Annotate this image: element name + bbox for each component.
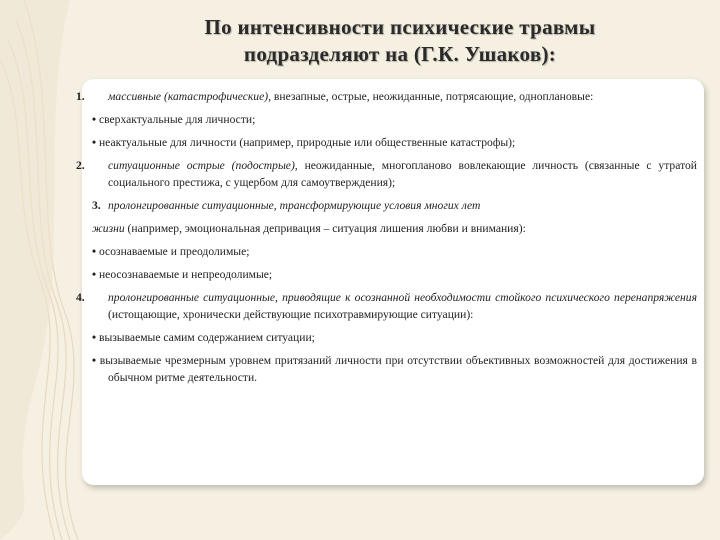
bullet-mark: • [92, 136, 97, 149]
item-emphasis: пролонгированные ситуационные, трансформирующие условия многих лет [108, 199, 481, 212]
bullet-text: вызываемые чрезмерным уровнем притязаний личности при отсутствии объективных возможностей для достижения в обычном ритме деятельности. [99, 354, 697, 384]
bullet-item [92, 134, 697, 151]
item-text: внезапные, острые, неожиданные, потрясающие, одноплановые: [271, 90, 594, 103]
bullet-mark: • [92, 113, 97, 126]
item-number: 1. [76, 90, 85, 103]
bullet-item [92, 243, 697, 260]
bullet-item [92, 266, 697, 283]
bullet-item [92, 111, 697, 128]
bullet-item [92, 329, 697, 346]
bullet-text: сверхактуальные для личности; [98, 113, 256, 126]
item-2 [76, 157, 697, 191]
item-number: 3. [92, 199, 101, 212]
item-number: 2. [76, 159, 85, 172]
item-text: неожиданные, многопланово вовлекающие личность (связанные с утратой социального престижа, с ущербом для самоутверждения); [108, 159, 697, 189]
item-4 [76, 289, 697, 323]
bullet-mark: • [92, 354, 97, 367]
bullet-text: неактуальные для личности (например, природные или общественные катастрофы); [98, 136, 516, 149]
bullet-text: осознаваемые и преодолимые; [98, 245, 250, 258]
bullet-item [92, 352, 697, 386]
item-number: 4. [76, 291, 85, 304]
bullet-mark: • [92, 245, 97, 258]
bullet-mark: • [92, 331, 97, 344]
item-3 [92, 197, 697, 214]
content-text [76, 88, 697, 392]
title-line-2: подразделяют на (Г.К. Ушаков): [243, 42, 557, 66]
item-text: (истощающие, хронически действующие психотравмирующие ситуации): [108, 308, 474, 321]
item-3-continued [92, 220, 697, 237]
item-1 [76, 88, 697, 105]
bullet-text: вызываемые самим содержанием ситуации; [98, 331, 315, 344]
item-emphasis: массивные (катастрофические), [108, 90, 272, 103]
slide-title [120, 14, 680, 68]
bullet-text: неосознаваемые и непреодолимые; [98, 268, 273, 281]
item-emphasis: ситуационные острые (подострые), [108, 159, 298, 172]
item-emphasis: жизни [92, 222, 125, 235]
item-emphasis: пролонгированные ситуационные, приводящие к осознанной необходимости стойкого психического перенапряжения [108, 291, 697, 304]
item-text: (например, эмоциональная депривация – ситуация лишения любви и внимания): [124, 222, 526, 235]
bullet-mark: • [92, 268, 97, 281]
title-line-1: По интенсивности психические травмы [204, 15, 596, 39]
